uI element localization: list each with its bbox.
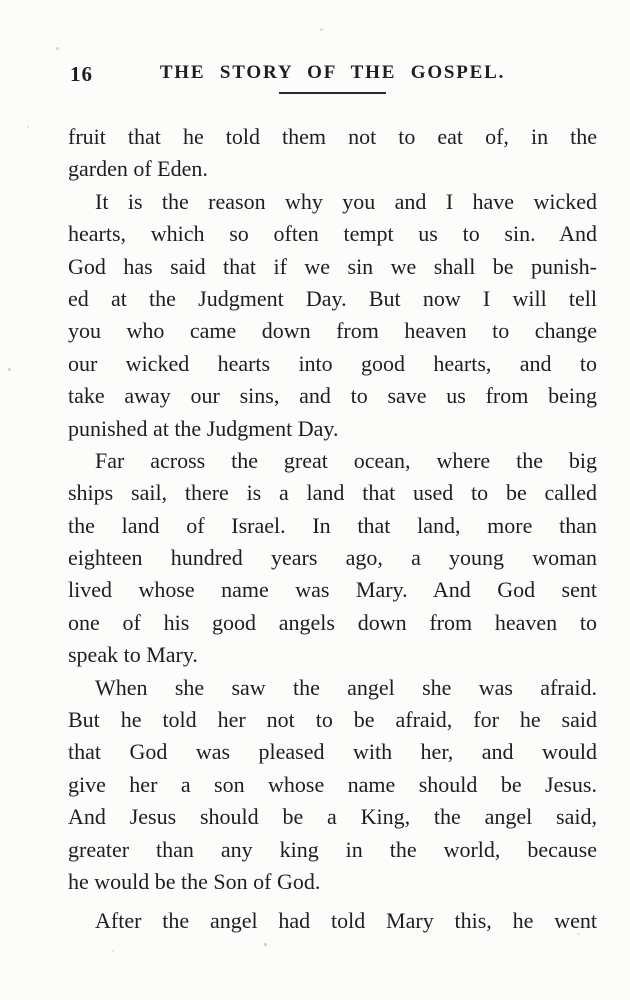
paragraph — [68, 445, 597, 672]
text-line: And Jesus should be a King, the angel said, — [68, 804, 597, 830]
running-header — [68, 62, 597, 94]
paragraph — [68, 121, 597, 186]
text-line: God has said that if we sin we shall be punish- — [68, 253, 597, 279]
text-line: that God was pleased with her, and would — [68, 739, 597, 765]
text-line: he would be the Son of God. — [68, 868, 321, 894]
text-line: It is the reason why you and I have wicked — [95, 188, 597, 214]
scan-speck — [320, 28, 323, 31]
scan-speck — [577, 933, 580, 935]
text-line: Far across the great ocean, where the big — [95, 447, 597, 473]
header-title: THE STORY OF THE GOSPEL. — [159, 62, 506, 83]
text-line: eighteen hundred years ago, a young woman — [68, 545, 597, 571]
paragraph — [68, 905, 597, 937]
text-line: ed at the Judgment Day. But now I will tell — [68, 285, 597, 311]
text-line: lived whose name was Mary. And God sent — [68, 577, 597, 603]
text-line: give her a son whose name should be Jesus. — [68, 771, 597, 797]
header-rule — [279, 92, 386, 94]
text-line: ships sail, there is a land that used to be called — [68, 480, 597, 506]
text-line: you who came down from heaven to change — [68, 318, 597, 344]
text-line: fruit that he told them not to eat of, in the — [68, 124, 597, 149]
scan-speck — [8, 368, 11, 371]
scan-speck — [112, 950, 114, 952]
page-number: 16 — [70, 62, 93, 86]
text-line: one of his good angels down from heaven to — [68, 609, 597, 635]
text-line: After the angel had told Mary this, he went — [95, 908, 597, 934]
scan-speck — [27, 126, 29, 128]
text-line: speak to Mary. — [68, 642, 198, 668]
text-line: punished at the Judgment Day. — [68, 415, 339, 441]
text-line: our wicked hearts into good hearts, and to — [68, 350, 597, 376]
text-line: But he told her not to be afraid, for he said — [68, 707, 597, 733]
text-line: When she saw the angel she was afraid. — [95, 674, 597, 700]
body-text — [68, 121, 597, 938]
paragraph — [68, 672, 597, 899]
text-line: the land of Israel. In that land, more than — [68, 512, 597, 538]
paragraph — [68, 186, 597, 445]
text-line: take away our sins, and to save us from being — [68, 383, 597, 409]
text-line: garden of Eden. — [68, 156, 208, 182]
scan-speck — [264, 943, 267, 946]
text-line: greater than any king in the world, because — [68, 836, 597, 862]
scan-speck — [56, 47, 59, 50]
text-line: hearts, which so often tempt us to sin. And — [68, 221, 597, 247]
